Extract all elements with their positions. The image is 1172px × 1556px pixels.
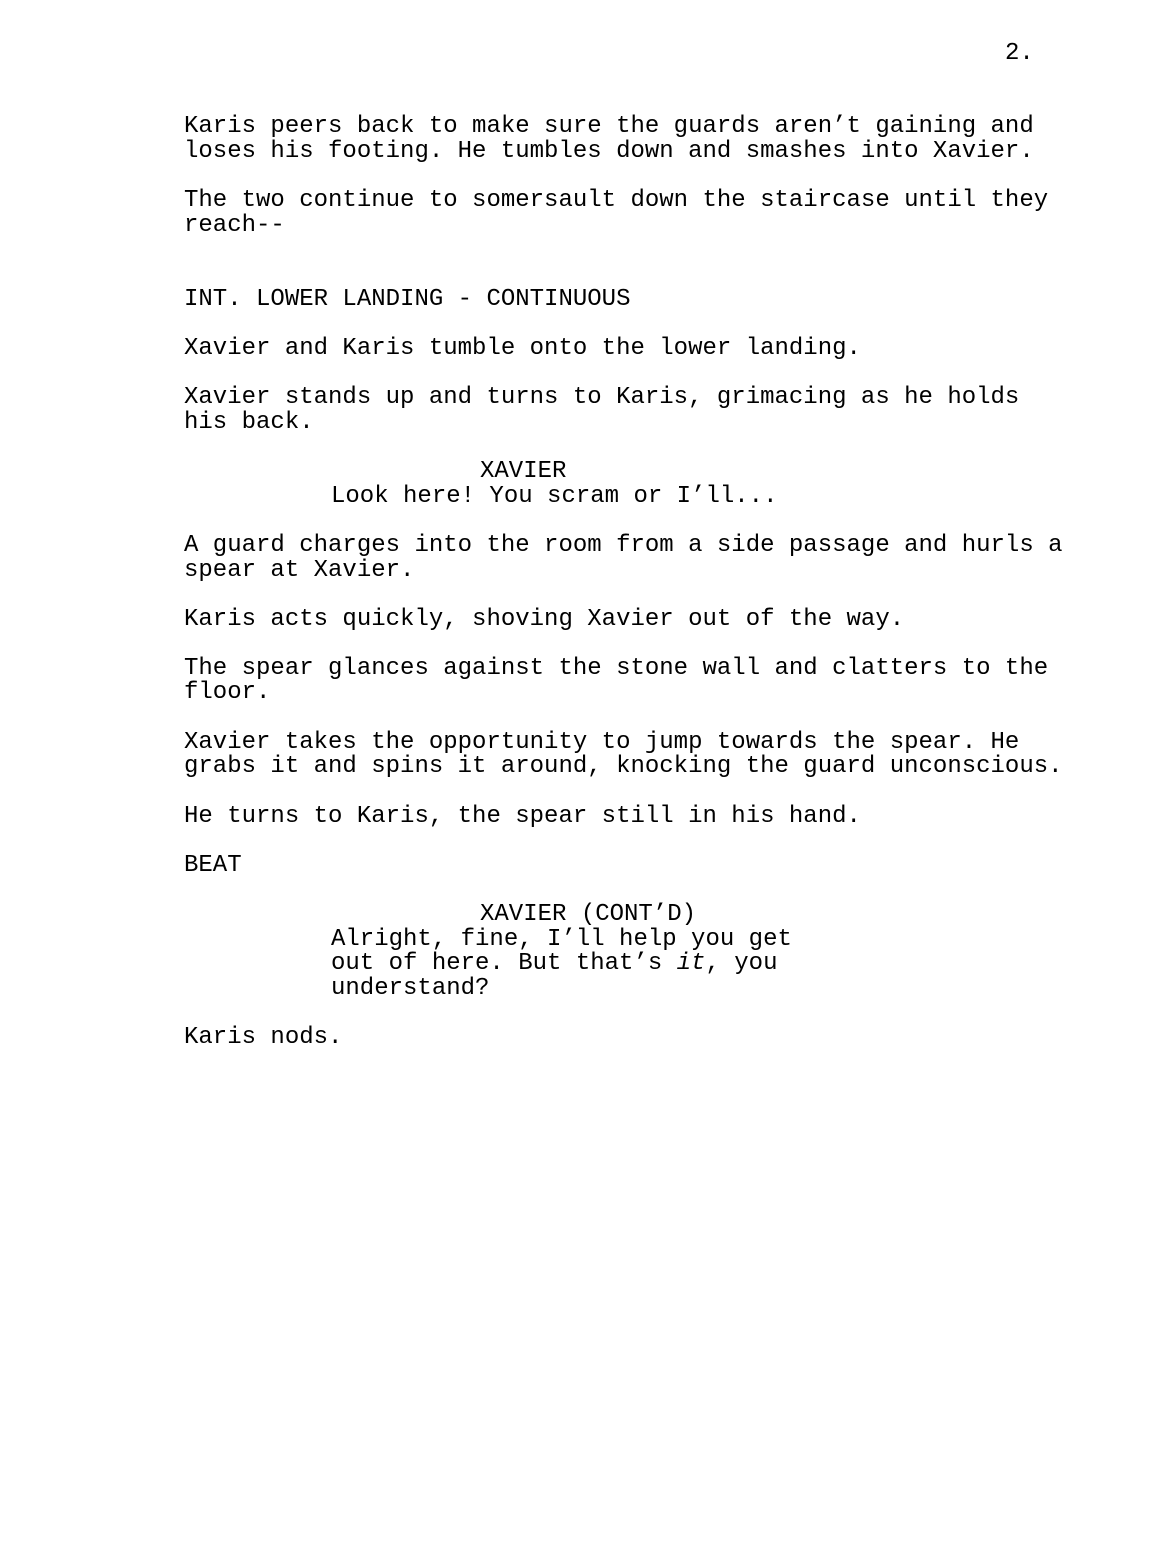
action-line: grabs it and spins it around, knocking the guard unconscious. bbox=[184, 753, 1063, 780]
action-line: spear at Xavier. bbox=[184, 557, 415, 584]
action-line: loses his footing. He tumbles down and smashes into Xavier. bbox=[184, 138, 1034, 165]
character-name: XAVIER bbox=[480, 458, 567, 485]
page-number: 2. bbox=[1005, 40, 1034, 67]
action-line: He turns to Karis, the spear still in his hand. bbox=[184, 803, 861, 830]
action-line: floor. bbox=[184, 679, 271, 706]
action-line: A guard charges into the room from a side passage and hurls a bbox=[184, 532, 1063, 559]
dialogue-text: , you bbox=[705, 950, 778, 977]
action-line: his back. bbox=[184, 409, 314, 436]
action-line: Karis acts quickly, shoving Xavier out of the way. bbox=[184, 606, 905, 633]
character-name: XAVIER (CONT’D) bbox=[480, 901, 697, 928]
action-line: Xavier takes the opportunity to jump towards the spear. He bbox=[184, 729, 1020, 756]
dialogue-line: Look here! You scram or I’ll... bbox=[331, 483, 778, 510]
action-line: reach-- bbox=[184, 212, 285, 239]
action-line: Xavier and Karis tumble onto the lower landing. bbox=[184, 335, 861, 362]
action-line: Karis peers back to make sure the guards aren’t gaining and bbox=[184, 113, 1034, 140]
scene-heading: INT. LOWER LANDING - CONTINUOUS bbox=[184, 286, 631, 313]
dialogue-line: Alright, fine, I’ll help you get bbox=[331, 926, 792, 953]
action-line: Karis nods. bbox=[184, 1024, 343, 1051]
action-line: Xavier stands up and turns to Karis, grimacing as he holds bbox=[184, 384, 1020, 411]
dialogue-text: out of here. But that’s bbox=[331, 950, 677, 977]
transition-beat: BEAT bbox=[184, 852, 242, 879]
dialogue-line: understand? bbox=[331, 975, 490, 1002]
emphasized-word: it bbox=[676, 950, 706, 977]
action-line: The spear glances against the stone wall and clatters to the bbox=[184, 655, 1049, 682]
dialogue-line bbox=[331, 952, 777, 976]
action-line: The two continue to somersault down the staircase until they bbox=[184, 187, 1049, 214]
